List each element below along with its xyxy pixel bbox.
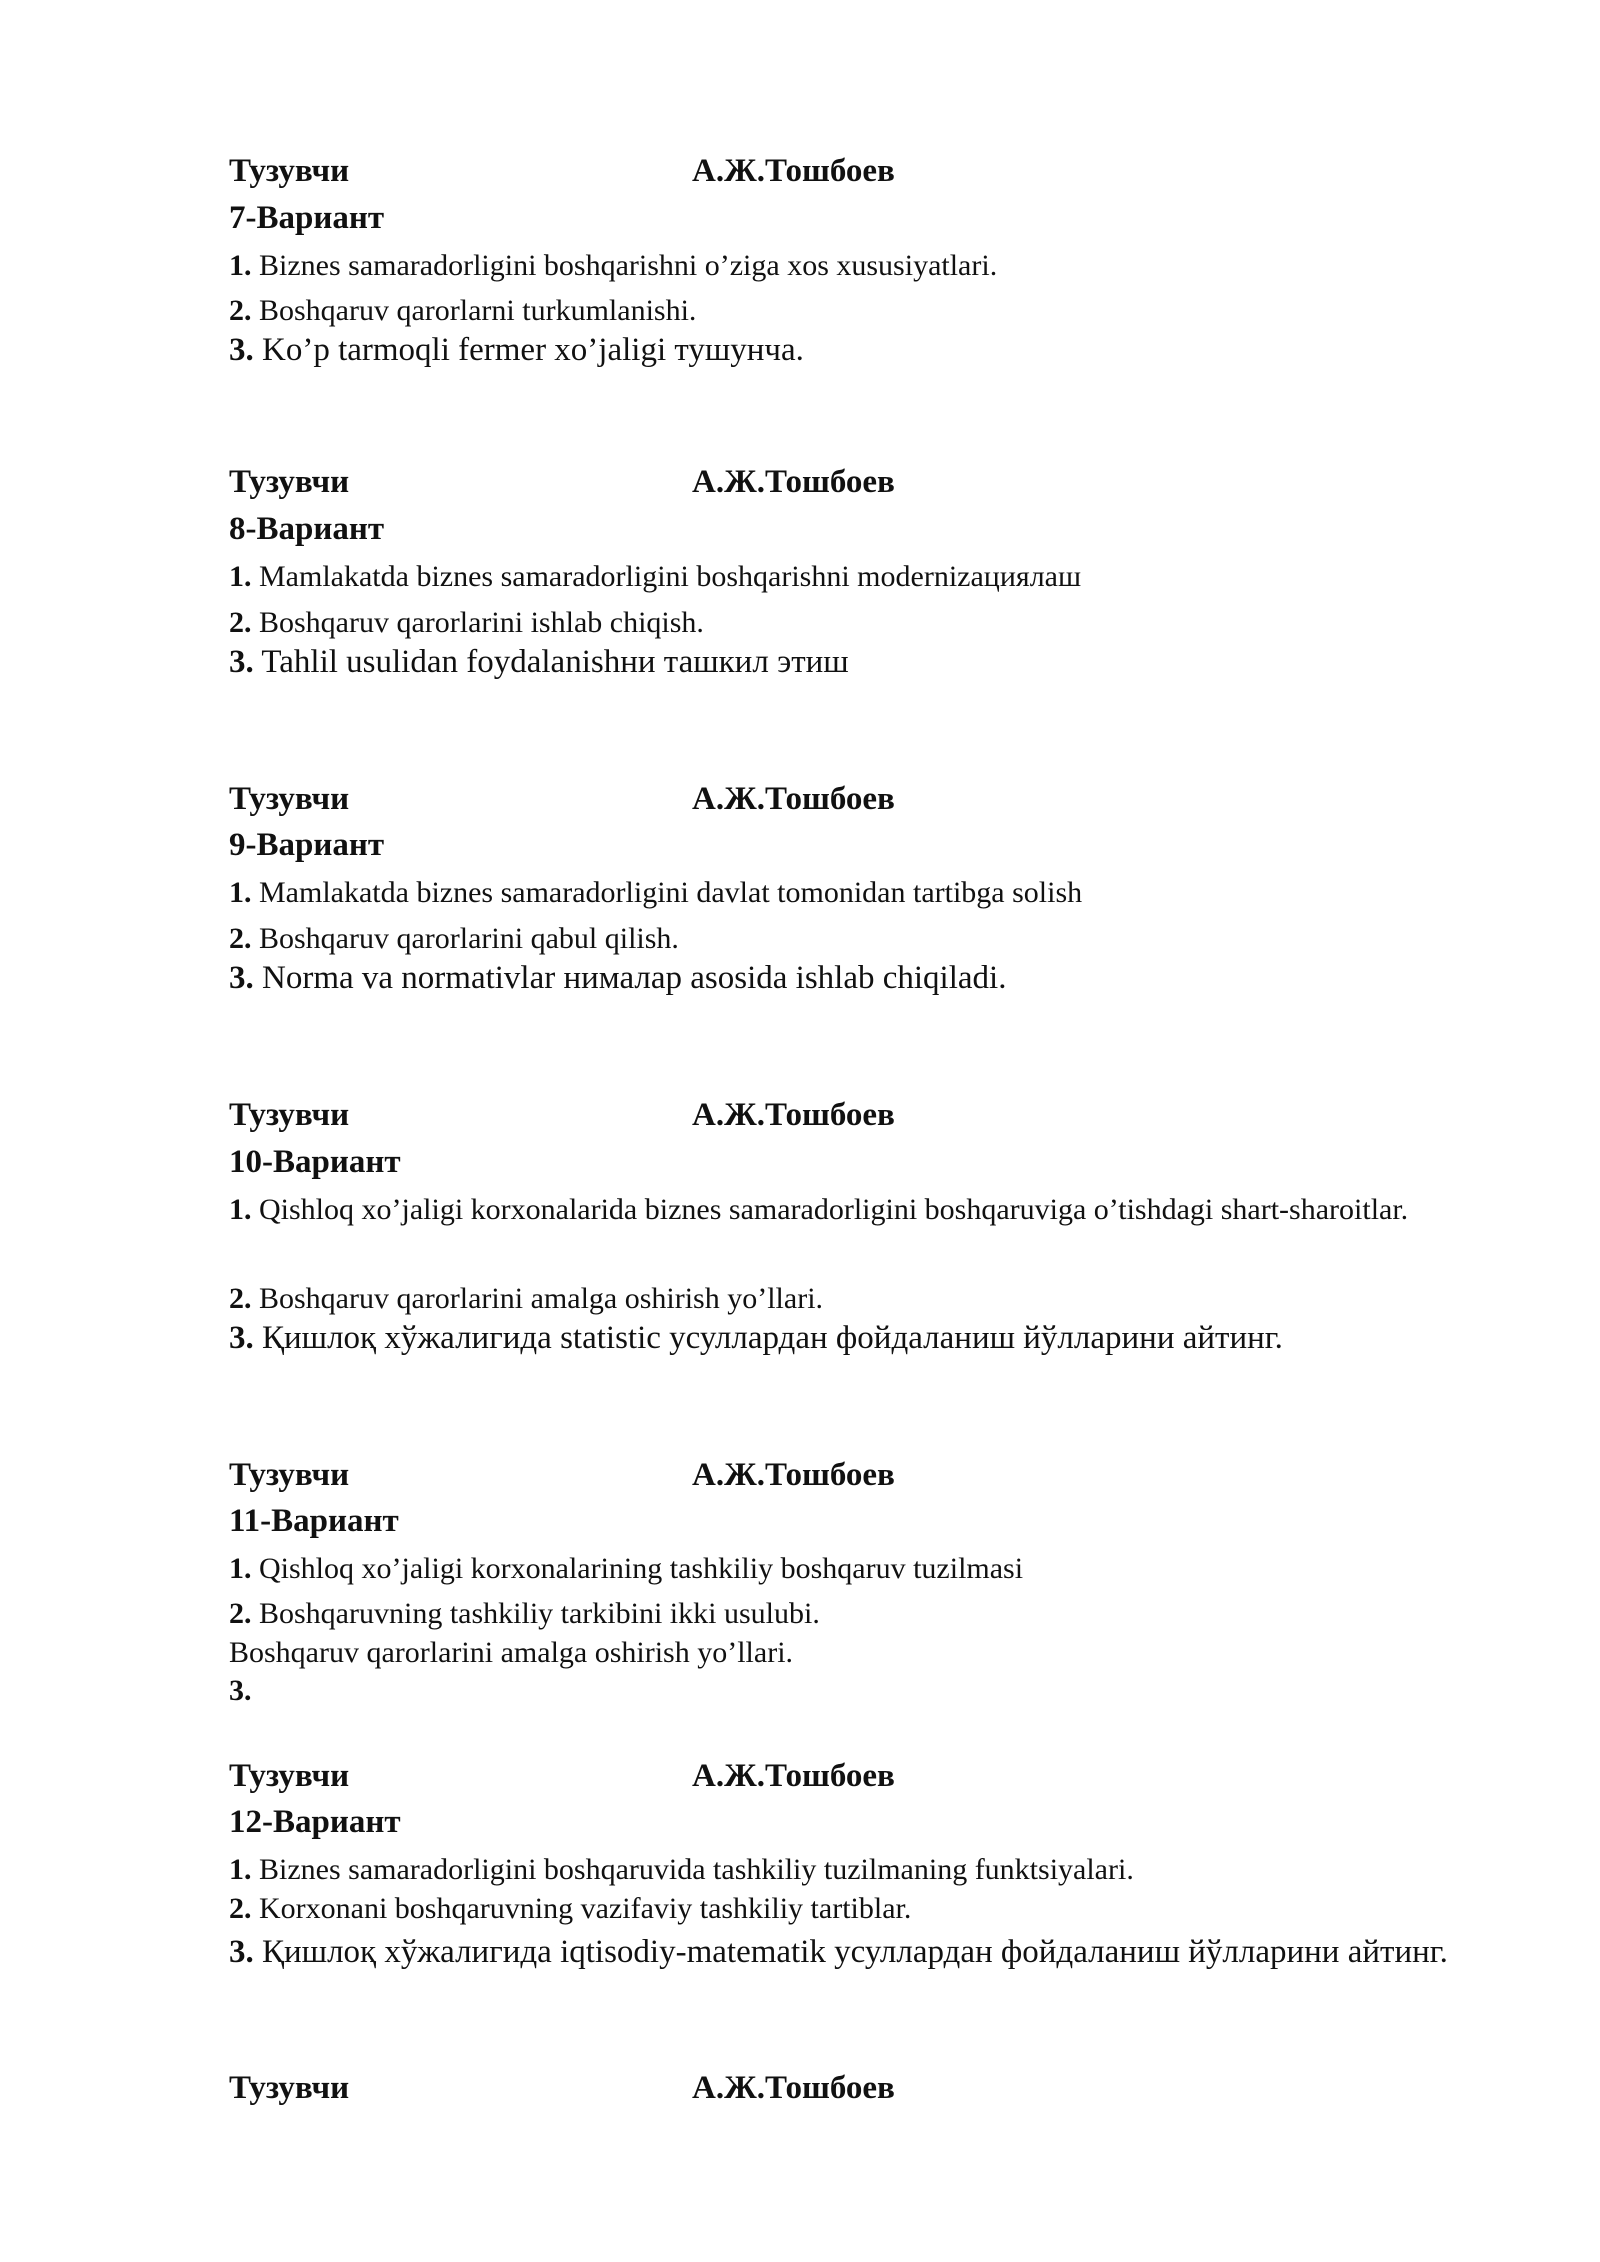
question-text: Boshqaruv qarorlarni turkumlanishi. xyxy=(259,294,697,327)
question-number: 2. xyxy=(229,1282,252,1315)
question-text: Biznes samaradorligini boshqaruvida tashkiliy tuzilmaning funktsiyalari. xyxy=(259,1853,1134,1886)
question-item xyxy=(229,644,1486,682)
question-text: Қишлоқ хўжалигида iqtisodiy-matematik усуллардан фойдаланиш йўлларини айтинг. xyxy=(262,1934,1448,1970)
signature-role: Тузувчи xyxy=(229,464,350,500)
signature-author: А.Ж.Тошбоев xyxy=(692,1097,895,1133)
question-text: Boshqaruv qarorlarini qabul qilish. xyxy=(259,922,679,955)
question-item xyxy=(229,249,1486,284)
question-number: 3. xyxy=(229,1674,252,1707)
question-item xyxy=(229,960,1486,998)
signature-author: А.Ж.Тошбоев xyxy=(692,1758,895,1794)
signature-role: Тузувчи xyxy=(229,2070,350,2106)
question-number: 1. xyxy=(229,1193,252,1226)
question-number: 1. xyxy=(229,1552,252,1585)
signature-author: А.Ж.Тошбоев xyxy=(692,153,895,189)
question-number: 1. xyxy=(229,560,252,593)
question-text: Qishloq xo’jaligi korxonalarining tashkiliy boshqaruv tuzilmasi xyxy=(259,1552,1024,1585)
question-text: Korxonani boshqaruvning vazifaviy tashkiliy tartiblar. xyxy=(259,1892,912,1925)
variant-title: 12-Вариант xyxy=(229,1804,401,1840)
signature-author: А.Ж.Тошбоев xyxy=(692,1457,895,1493)
signature-role: Тузувчи xyxy=(229,153,350,189)
question-item xyxy=(229,606,1486,641)
question-number: 3. xyxy=(229,644,254,680)
question-item xyxy=(229,1552,1486,1587)
question-item xyxy=(229,1190,1486,1231)
question-number: 2. xyxy=(229,1892,252,1925)
question-item xyxy=(229,1282,1486,1317)
dangling-number xyxy=(229,1674,1486,1709)
question-number: 3. xyxy=(229,1320,254,1356)
question-number: 2. xyxy=(229,606,252,639)
question-text: Ko’p tarmoqli fermer xo’jaligi тушунча. xyxy=(262,332,804,368)
question-number: 3. xyxy=(229,1934,254,1970)
question-number: 2. xyxy=(229,1597,252,1630)
question-item xyxy=(229,1853,1486,1888)
question-number: 3. xyxy=(229,332,254,368)
signature-role: Тузувчи xyxy=(229,1457,350,1493)
question-item xyxy=(229,876,1486,911)
question-item xyxy=(229,294,1486,329)
question-item xyxy=(229,560,1486,595)
question-text: Mamlakatda biznes samaradorligini boshqarishni modernizaциялаш xyxy=(259,560,1082,593)
question-text: Biznes samaradorligini boshqarishni o’ziga xos xususiyatlari. xyxy=(259,249,998,282)
question-item xyxy=(229,1892,1486,1927)
signature-author: А.Ж.Тошбоев xyxy=(692,781,895,817)
variant-title: 9-Вариант xyxy=(229,827,385,863)
question-text: Boshqaruvning tashkiliy tarkibini ikki usulubi. xyxy=(259,1597,820,1630)
variant-title: 8-Вариант xyxy=(229,511,385,547)
signature-role: Тузувчи xyxy=(229,1758,350,1794)
variant-title: 10-Вариант xyxy=(229,1144,401,1180)
signature-author: А.Ж.Тошбоев xyxy=(692,2070,895,2106)
variant-title: 7-Вариант xyxy=(229,200,385,236)
question-text: Mamlakatda biznes samaradorligini davlat tomonidan tartibga solish xyxy=(259,876,1083,909)
question-text: Қишлоқ хўжалигида statistic усуллардан фойдаланиш йўлларини айтинг. xyxy=(262,1320,1283,1356)
question-text: Boshqaruv qarorlarini ishlab chiqish. xyxy=(259,606,704,639)
signature-author: А.Ж.Тошбоев xyxy=(692,464,895,500)
question-number: 2. xyxy=(229,922,252,955)
question-number: 1. xyxy=(229,876,252,909)
question-number: 1. xyxy=(229,1853,252,1886)
question-item xyxy=(229,1930,1486,1975)
variant-title: 11-Вариант xyxy=(229,1503,399,1539)
question-text: Norma va normativlar нималар asosida ishlab chiqiladi. xyxy=(262,960,1007,996)
question-number: 2. xyxy=(229,294,252,327)
question-text: Tahlil usulidan foydalanishни ташкил этиш xyxy=(261,644,849,680)
continuation-line: Boshqaruv qarorlarini amalga oshirish yo’llari. xyxy=(229,1636,794,1669)
question-item xyxy=(229,332,1486,370)
question-number: 1. xyxy=(229,249,252,282)
question-item xyxy=(229,922,1486,957)
question-number: 3. xyxy=(229,960,254,996)
signature-role: Тузувчи xyxy=(229,781,350,817)
question-item xyxy=(229,1597,1486,1632)
question-text: Boshqaruv qarorlarini amalga oshirish yo’llari. xyxy=(259,1282,824,1315)
signature-role: Тузувчи xyxy=(229,1097,350,1133)
question-item xyxy=(229,1320,1486,1358)
question-text: Qishloq xo’jaligi korxonalarida biznes samaradorligini boshqaruviga o’tishdagi shart-sharoitlar. xyxy=(259,1193,1409,1226)
